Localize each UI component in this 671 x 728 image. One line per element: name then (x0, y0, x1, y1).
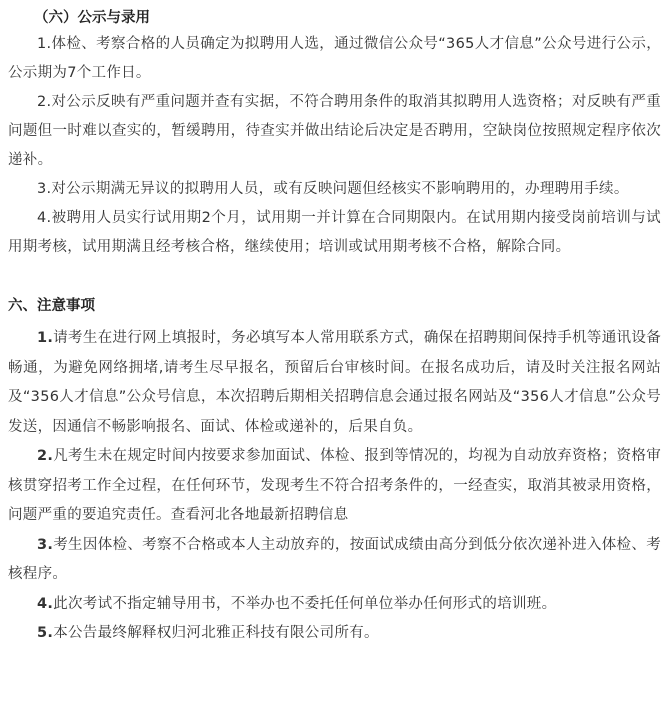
paragraph-item: 1.体检、考察合格的人员确定为拟聘用人选，通过微信公众号“365人才信息”公众号进行公示，公示期为7个工作日。 (8, 36, 661, 81)
section-publicity (0, 6, 671, 262)
paragraph-item: 3.考生因体检、考察不合格或本人主动放弃的，按面试成绩由高分到低分依次递补进入体检、考核程序。 (8, 536, 661, 582)
section-heading-notes: 六、注意事项 (8, 298, 95, 314)
paragraph-item: 2.凡考生未在规定时间内按要求参加面试、体检、报到等情况的，均视为自动放弃资格；资格审核贯穿招考工作全过程，在任何环节，发现考生不符合招考条件的，一经查实，取消其被录用资格，问题严重的要追究责任。查看河北各地最新招聘信息 (8, 448, 661, 523)
paragraph-item: 4.此次考试不指定辅导用书，不举办也不委托任何单位举办任何形式的培训班。 (37, 595, 557, 612)
paragraph-item: 2.对公示反映有严重问题并查有实据，不符合聘用条件的取消其拟聘用人选资格；对反映有严重问题但一时难以查实的，暂缓聘用，待查实并做出结论后决定是否聘用，空缺岗位按照规定程序依次递补。 (8, 94, 661, 168)
paragraph-item: 1.请考生在进行网上填报时，务必填写本人常用联系方式，确保在招聘期间保持手机等通讯设备畅通，为避免网络拥堵,请考生尽早报名，预留后台审核时间。在报名成功后，请及时关注报名网站及“356人才信息”公众号信息，本次招聘后期相关招聘信息会通过报名网站及“356人才信息”公众号发送，因通信不畅影响报名、面试、体检或递补的，后果自负。 (8, 330, 661, 435)
paragraph-item: 4.被聘用人员实行试用期2个月，试用期一并计算在合同期限内。在试用期内接受岗前培训与试用期考核，试用期满且经考核合格，继续使用；培训或试用期考核不合格，解除合同。 (8, 210, 661, 255)
paragraph-item: 5.本公告最终解释权归河北雅正科技有限公司所有。 (37, 625, 379, 641)
section-notes (0, 294, 671, 649)
paragraph-item: 3.对公示期满无异议的拟聘用人员，或有反映问题但经核实不影响聘用的，办理聘用手续。 (37, 181, 629, 197)
section-heading-publicity: （六）公示与录用 (34, 10, 150, 26)
